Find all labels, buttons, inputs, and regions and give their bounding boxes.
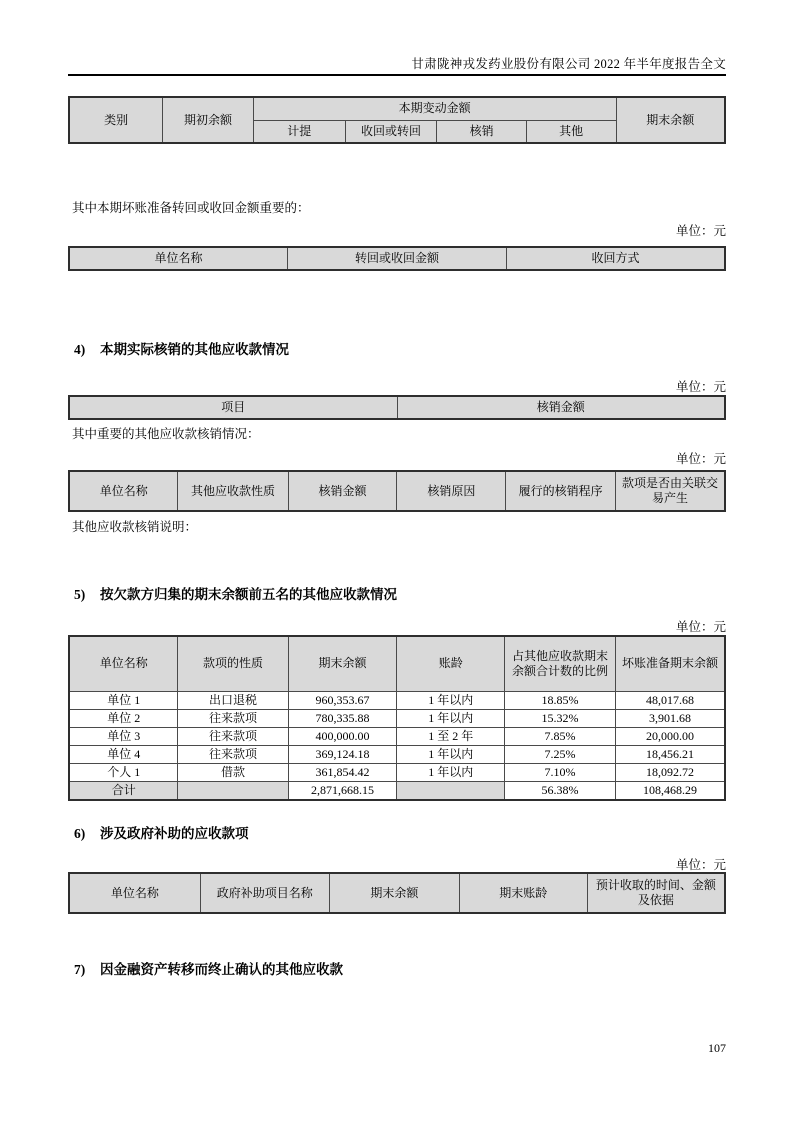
table-cell: 个人 1 <box>69 763 178 781</box>
total-label: 合计 <box>69 781 178 800</box>
table-cell <box>397 781 505 800</box>
table-cell: 1 至 2 年 <box>397 727 505 745</box>
table-cell: 56.38% <box>505 781 616 800</box>
top5-receivables-table <box>68 635 726 801</box>
section-number-7: 7) <box>74 962 86 977</box>
table-cell: 单位 2 <box>69 709 178 727</box>
table-cell: 7.10% <box>505 763 616 781</box>
th-proportion: 占其他应收款期末余额合计数的比例 <box>505 636 616 691</box>
th-accrual: 计提 <box>253 120 345 143</box>
table-cell: 20,000.00 <box>615 727 725 745</box>
section-heading-6 <box>74 822 249 842</box>
table-cell: 108,468.29 <box>615 781 725 800</box>
unit-label-4: 单位：元 <box>675 620 726 634</box>
table-cell: 1 年以内 <box>397 691 505 709</box>
th-reversal-amount: 转回或收回金额 <box>287 247 506 270</box>
table-row <box>69 763 725 781</box>
section-title-7: 因金融资产转移而终止确认的其他应收款 <box>100 962 343 977</box>
unit-label-2: 单位：元 <box>675 380 726 394</box>
table-cell: 单位 3 <box>69 727 178 745</box>
th-closing-balance: 期末余额 <box>616 97 725 143</box>
section-title-4: 本期实际核销的其他应收款情况 <box>100 342 289 357</box>
table-cell: 18,092.72 <box>615 763 725 781</box>
writeoff-detail-table <box>68 470 726 512</box>
table-cell: 15.32% <box>505 709 616 727</box>
table-cell: 400,000.00 <box>288 727 397 745</box>
table-cell: 361,854.42 <box>288 763 397 781</box>
table-cell: 3,901.68 <box>615 709 725 727</box>
table-cell: 780,335.88 <box>288 709 397 727</box>
table-cell: 18,456.21 <box>615 745 725 763</box>
total-row <box>69 781 725 800</box>
section-heading-4 <box>74 338 289 358</box>
important-writeoff-note: 其中重要的其他应收款核销情况： <box>72 427 260 441</box>
th-closing-balance: 期末余额 <box>329 873 459 913</box>
th-related-party: 款项是否由关联交易产生 <box>615 471 725 511</box>
table-cell: 1 年以内 <box>397 745 505 763</box>
th-unit-name: 单位名称 <box>69 636 178 691</box>
th-writeoff-amount: 核销金额 <box>397 396 725 419</box>
th-recovered: 收回或转回 <box>345 120 437 143</box>
table-cell: 48,017.68 <box>615 691 725 709</box>
table-cell: 369,124.18 <box>288 745 397 763</box>
section-number-4: 4) <box>74 342 86 357</box>
th-written-off: 核销 <box>437 120 526 143</box>
table-cell: 出口退税 <box>178 691 288 709</box>
th-recovery-method: 收回方式 <box>507 247 725 270</box>
section-number-6: 6) <box>74 826 86 841</box>
table-cell: 7.25% <box>505 745 616 763</box>
th-other: 其他 <box>526 120 616 143</box>
table-row <box>69 691 725 709</box>
table-cell: 往来款项 <box>178 727 288 745</box>
writeoff-explain-note: 其他应收款核销说明： <box>72 520 198 534</box>
section-title-6: 涉及政府补助的应收款项 <box>100 826 249 841</box>
th-closing-balance: 期末余额 <box>288 636 397 691</box>
table-cell: 往来款项 <box>178 745 288 763</box>
unit-label-5: 单位：元 <box>675 858 726 872</box>
th-grant-project-name: 政府补助项目名称 <box>200 873 329 913</box>
table-row <box>69 727 725 745</box>
th-writeoff-procedure: 履行的核销程序 <box>506 471 616 511</box>
th-receivable-nature: 其他应收款性质 <box>178 471 288 511</box>
th-item: 项目 <box>69 396 397 419</box>
table-row <box>69 745 725 763</box>
table-cell: 借款 <box>178 763 288 781</box>
table-cell: 2,871,668.15 <box>288 781 397 800</box>
table-cell: 单位 1 <box>69 691 178 709</box>
table-cell: 18.85% <box>505 691 616 709</box>
section-number-5: 5) <box>74 587 86 602</box>
th-writeoff-amount: 核销金额 <box>288 471 397 511</box>
th-unit-name: 单位名称 <box>69 471 178 511</box>
table-cell: 1 年以内 <box>397 763 505 781</box>
section-title-5: 按欠款方归集的期末余额前五名的其他应收款情况 <box>100 587 397 602</box>
th-unit-name: 单位名称 <box>69 247 287 270</box>
reversal-table <box>68 246 726 271</box>
page-number: 107 <box>708 1041 726 1055</box>
provision-change-table <box>68 96 726 144</box>
th-writeoff-reason: 核销原因 <box>397 471 506 511</box>
unit-label-1: 单位：元 <box>675 224 726 238</box>
header-divider <box>68 74 726 76</box>
table-row <box>69 709 725 727</box>
th-aging: 账龄 <box>397 636 505 691</box>
report-title: 甘肃陇神戎发药业股份有限公司 2022 年半年度报告全文 <box>411 57 726 71</box>
unit-label-3: 单位：元 <box>675 452 726 466</box>
th-opening-balance: 期初余额 <box>163 97 254 143</box>
gov-subsidy-table <box>68 872 726 914</box>
table-cell: 单位 4 <box>69 745 178 763</box>
table-cell: 往来款项 <box>178 709 288 727</box>
writeoff-table <box>68 395 726 420</box>
reversal-note: 其中本期坏账准备转回或收回金额重要的： <box>72 201 310 215</box>
section-heading-5 <box>74 583 397 603</box>
table-cell: 7.85% <box>505 727 616 745</box>
th-bad-debt-provision: 坏账准备期末余额 <box>615 636 725 691</box>
th-change-group: 本期变动金额 <box>253 97 616 120</box>
th-nature: 款项的性质 <box>178 636 288 691</box>
th-expected-collection: 预计收取的时间、金额及依据 <box>587 873 725 913</box>
section-heading-7 <box>74 958 343 978</box>
th-closing-aging: 期末账龄 <box>459 873 587 913</box>
th-unit-name: 单位名称 <box>69 873 200 913</box>
th-category: 类别 <box>69 97 163 143</box>
table-cell: 1 年以内 <box>397 709 505 727</box>
table-cell: 960,353.67 <box>288 691 397 709</box>
table-cell <box>178 781 288 800</box>
